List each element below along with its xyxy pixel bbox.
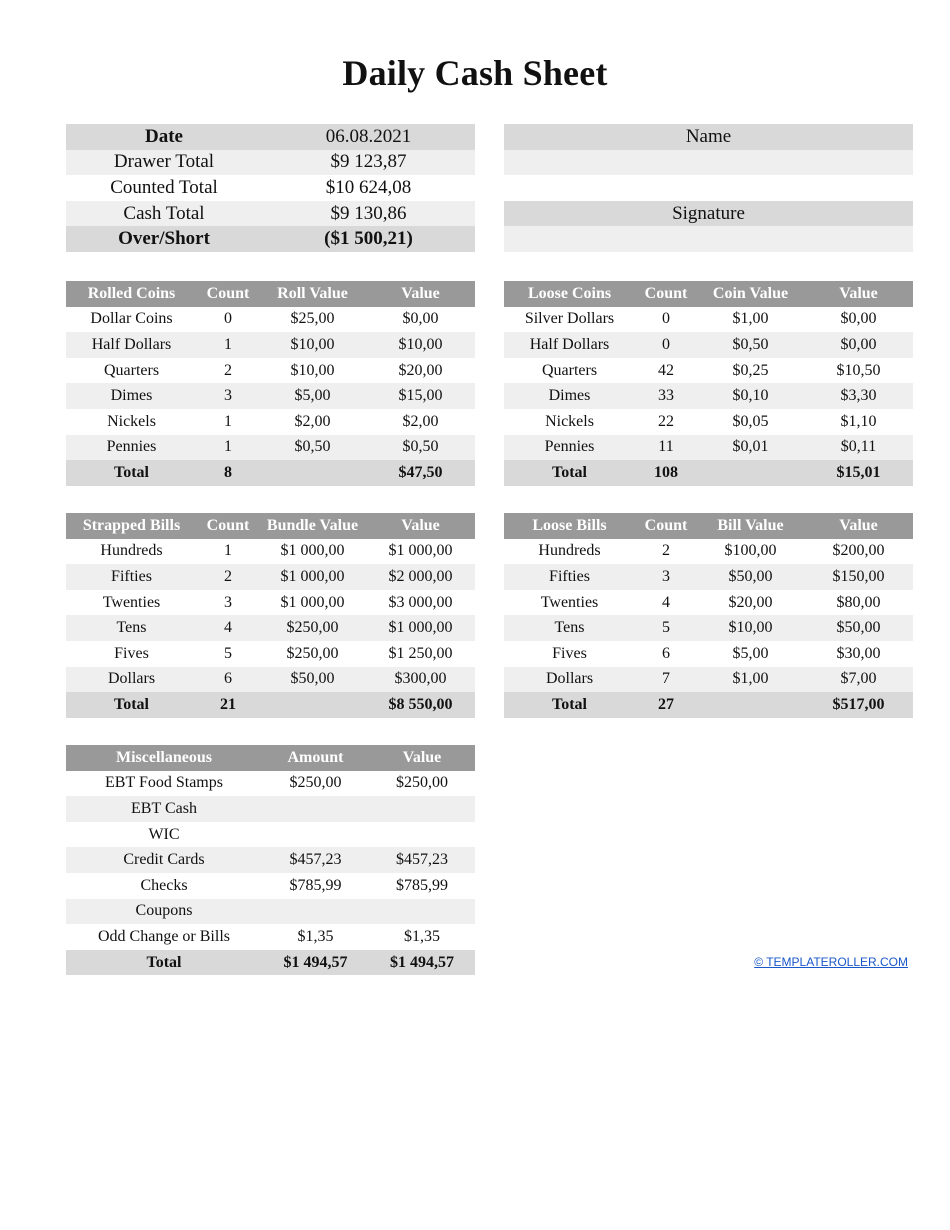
table-row [66,796,475,822]
table-row-cell: 42 [658,361,674,379]
table-row [66,667,475,693]
table-row-cell: $10,00 [290,361,335,379]
table-row-cell: 1 [224,335,232,353]
table-row-cell: $150,00 [832,567,885,585]
signature-header [504,201,913,227]
total-row-cell: $517,00 [832,695,885,713]
rolled-coins-table [66,281,475,486]
table-row-cell: 33 [658,387,674,405]
table-row [66,307,475,333]
name-label: Name [685,125,732,147]
table-row-cell: $1 250,00 [388,644,453,662]
table-row-cell: $100,00 [724,542,777,560]
table-header-cell: Value [401,516,440,534]
table-row-cell: $250,00 [289,774,342,792]
table-row-cell: Fifties [111,567,152,585]
table-header [504,281,913,307]
table-row-cell: $15,00 [398,387,443,405]
table-row-cell: Coupons [135,902,193,920]
over-short-value: ($1 500,21) [324,228,413,250]
signoff-spacer [504,175,913,201]
total-row-cell: $1 494,57 [283,953,348,971]
total-row [66,692,475,718]
table-row-cell: 5 [662,619,670,637]
summary-row-overshort [66,226,475,252]
table-row-cell: $20,00 [728,593,773,611]
table-row-cell: Fifties [549,567,590,585]
table-row-cell: Quarters [541,361,598,379]
miscellaneous-table [66,745,475,975]
table-header-cell: Count [644,284,688,302]
table-row-cell: Dollars [107,670,156,688]
credit-link-text[interactable]: © TEMPLATEROLLER.COM [754,955,908,969]
total-row-cell: Total [552,463,587,481]
counted-total-label: Counted Total [110,176,218,198]
table-header-cell: Coin Value [712,284,789,302]
table-row-cell: 0 [224,310,232,328]
table-row-cell: Half Dollars [529,335,610,353]
summary-table [66,124,475,252]
total-row [66,950,475,976]
table-row-cell: $50,00 [290,670,335,688]
table-row-cell: Dimes [110,387,153,405]
table-header [66,281,475,307]
table-row [504,539,913,565]
date-value: 06.08.2021 [325,125,412,147]
table-header-cell: Roll Value [277,284,348,302]
table-row-cell: $250,00 [286,619,339,637]
table-row-cell: Half Dollars [91,335,172,353]
table-row-cell: $0,10 [732,387,769,405]
table-row-cell: 5 [224,644,232,662]
table-row-cell: $0,25 [732,361,769,379]
table-row-cell: $20,00 [398,361,443,379]
table-row-cell: $1 000,00 [280,567,345,585]
table-row-cell: $0,00 [840,310,877,328]
table-row [504,641,913,667]
table-row-cell: $3,30 [840,387,877,405]
table-row [66,822,475,848]
table-row [504,383,913,409]
table-row-cell: $300,00 [394,670,447,688]
table-row-cell: $2,00 [402,412,439,430]
table-header-cell: Count [206,284,250,302]
total-row-cell: Total [114,463,149,481]
table-row-cell: $30,00 [836,644,881,662]
table-row-cell: 6 [224,670,232,688]
table-row-cell: 11 [658,438,674,456]
over-short-label: Over/Short [118,228,210,250]
table-row-cell: 1 [224,412,232,430]
table-row [504,564,913,590]
table-row-cell: $2,00 [294,412,331,430]
signoff-table [504,124,913,252]
table-row-cell: $1,00 [732,670,769,688]
table-row-cell: $0,50 [402,438,439,456]
table-header [504,513,913,539]
table-row-cell: Fives [114,644,149,662]
total-row-cell: $47,50 [398,463,443,481]
table-row [504,409,913,435]
table-header-cell: Bundle Value [266,516,359,534]
table-row-cell: $80,00 [836,593,881,611]
table-row-cell: Hundreds [538,542,601,560]
page-title: Daily Cash Sheet [342,53,608,93]
table-row-cell: 3 [224,387,232,405]
table-row-cell: 3 [662,567,670,585]
table-row-cell: $10,00 [290,335,335,353]
table-row [66,924,475,950]
table-row-cell: $5,00 [294,387,331,405]
table-row-cell: 22 [658,412,674,430]
table-header-cell: Value [839,284,878,302]
table-row-cell: 6 [662,644,670,662]
name-header [504,124,913,150]
summary-row-drawer [66,150,475,176]
table-row-cell: $457,23 [289,851,342,869]
table-header-cell: Rolled Coins [87,284,176,302]
table-row-cell: $1,35 [404,927,440,945]
table-row-cell: $250,00 [396,774,448,792]
table-row-cell: Twenties [540,593,599,611]
table-row-cell: 1 [224,542,232,560]
table-row-cell: Dimes [548,387,591,405]
table-row-cell: $2 000,00 [388,567,453,585]
table-row [504,435,913,461]
table-row-cell: 0 [662,335,670,353]
table-row-cell: $785,99 [396,876,448,894]
table-row-cell: $0,50 [732,335,769,353]
table-header-cell: Loose Coins [527,284,612,302]
table-row-cell: Odd Change or Bills [98,927,230,945]
table-row [504,667,913,693]
table-header [66,745,475,771]
table-row-cell: $0,11 [840,438,877,456]
table-row-cell: Dollars [545,670,594,688]
table-row-cell: EBT Cash [131,799,197,817]
table-row-cell: 3 [224,593,232,611]
table-row-cell: $1 000,00 [388,542,453,560]
table-header-cell: Amount [287,748,344,766]
table-row-cell: $1 000,00 [388,619,453,637]
table-row-cell: $1,35 [297,927,334,945]
total-row [66,460,475,486]
table-row [66,873,475,899]
table-row [66,358,475,384]
table-row-cell: Pennies [106,438,157,456]
table-row-cell: 4 [662,593,670,611]
table-row-cell: $10,00 [728,619,773,637]
table-row-cell: $0,00 [402,310,439,328]
table-row-cell: 2 [224,567,232,585]
table-row [66,564,475,590]
table-row-cell: Nickels [545,412,594,430]
table-row-cell: $7,00 [840,670,877,688]
total-row-cell: $15,01 [836,463,881,481]
table-row-cell: $10,50 [836,361,881,379]
table-row-cell: $50,00 [728,567,773,585]
name-field[interactable] [504,150,913,176]
table-row [66,590,475,616]
table-row-cell: $200,00 [832,542,885,560]
total-row-cell: 8 [224,463,232,481]
table-row-cell: $25,00 [290,310,335,328]
table-row [66,615,475,641]
table-row-cell: $785,99 [289,876,342,894]
table-row-cell: $0,50 [294,438,331,456]
table-row-cell: 0 [662,310,670,328]
total-row-cell: 108 [654,463,678,481]
table-header-cell: Value [401,284,440,302]
summary-row-date [66,124,475,150]
table-row-cell: Twenties [102,593,161,611]
total-row-cell: 27 [658,695,674,713]
table-row-cell: Credit Cards [123,851,205,869]
table-row-cell: Nickels [107,412,156,430]
table-header-cell: Strapped Bills [82,516,181,534]
table-row-cell: 7 [662,670,670,688]
table-row [66,539,475,565]
table-header-cell: Count [206,516,250,534]
table-row-cell: $457,23 [396,851,448,869]
table-row-cell: 1 [224,438,232,456]
cash-total-label: Cash Total [123,202,205,224]
table-row-cell: Silver Dollars [524,310,615,328]
table-row-cell: Pennies [544,438,595,456]
table-row-cell: $3 000,00 [388,593,453,611]
table-row-cell: $1,00 [732,310,769,328]
table-row-cell: $250,00 [286,644,339,662]
table-row [66,332,475,358]
table-row [66,771,475,797]
table-row-cell: Tens [554,619,585,637]
table-row-cell: $1 000,00 [280,593,345,611]
table-row [504,332,913,358]
table-header [66,513,475,539]
total-row [504,460,913,486]
table-row-cell: 2 [224,361,232,379]
table-row [504,615,913,641]
table-header-cell: Value [839,516,878,534]
loose-bills-table [504,513,913,718]
table-row-cell: Fives [552,644,587,662]
summary-row-counted [66,175,475,201]
total-row-cell: 21 [220,695,236,713]
table-row-cell: Hundreds [100,542,163,560]
table-row [66,847,475,873]
table-header-cell: Loose Bills [532,516,607,534]
signature-label: Signature [672,202,745,224]
table-row-cell: WIC [148,825,180,843]
table-row-cell: $0,00 [840,335,877,353]
table-header-cell: Bill Value [717,516,784,534]
strapped-bills-table [66,513,475,718]
table-row-cell: Dollar Coins [90,310,173,328]
total-row-cell: $8 550,00 [388,695,453,713]
drawer-total-value: $9 123,87 [330,151,407,173]
total-row [504,692,913,718]
table-row-cell: $50,00 [836,619,881,637]
table-row-cell: $0,05 [732,412,769,430]
table-row-cell: $1 000,00 [280,542,345,560]
table-row-cell: 4 [224,619,232,637]
table-header-cell: Value [402,748,442,766]
date-label: Date [145,125,183,147]
drawer-total-label: Drawer Total [113,151,215,173]
table-row [66,383,475,409]
table-row-cell: EBT Food Stamps [105,774,223,792]
table-row [504,590,913,616]
table-row [66,409,475,435]
cash-total-value: $9 130,86 [330,202,407,224]
loose-coins-table [504,281,913,486]
table-row-cell: 2 [662,542,670,560]
table-row-cell: $1,10 [840,412,877,430]
summary-row-cash [66,201,475,227]
table-row-cell: $0,01 [732,438,769,456]
total-row-cell: $1 494,57 [390,953,454,971]
credit-link[interactable] [754,955,908,969]
table-row-cell: Tens [116,619,147,637]
table-row-cell: Quarters [103,361,160,379]
counted-total-value: $10 624,08 [325,176,412,198]
table-row [504,358,913,384]
total-row-cell: Total [114,695,149,713]
table-row-cell: Checks [140,876,188,894]
total-row-cell: Total [552,695,587,713]
table-row-cell: $5,00 [732,644,769,662]
table-header-cell: Miscellaneous [116,748,212,766]
table-header-cell: Count [644,516,688,534]
table-row [66,899,475,925]
total-row-cell: Total [146,953,182,971]
table-row [66,641,475,667]
table-row [504,307,913,333]
table-row-cell: $10,00 [398,335,443,353]
signature-field[interactable] [504,226,913,252]
table-row [66,435,475,461]
